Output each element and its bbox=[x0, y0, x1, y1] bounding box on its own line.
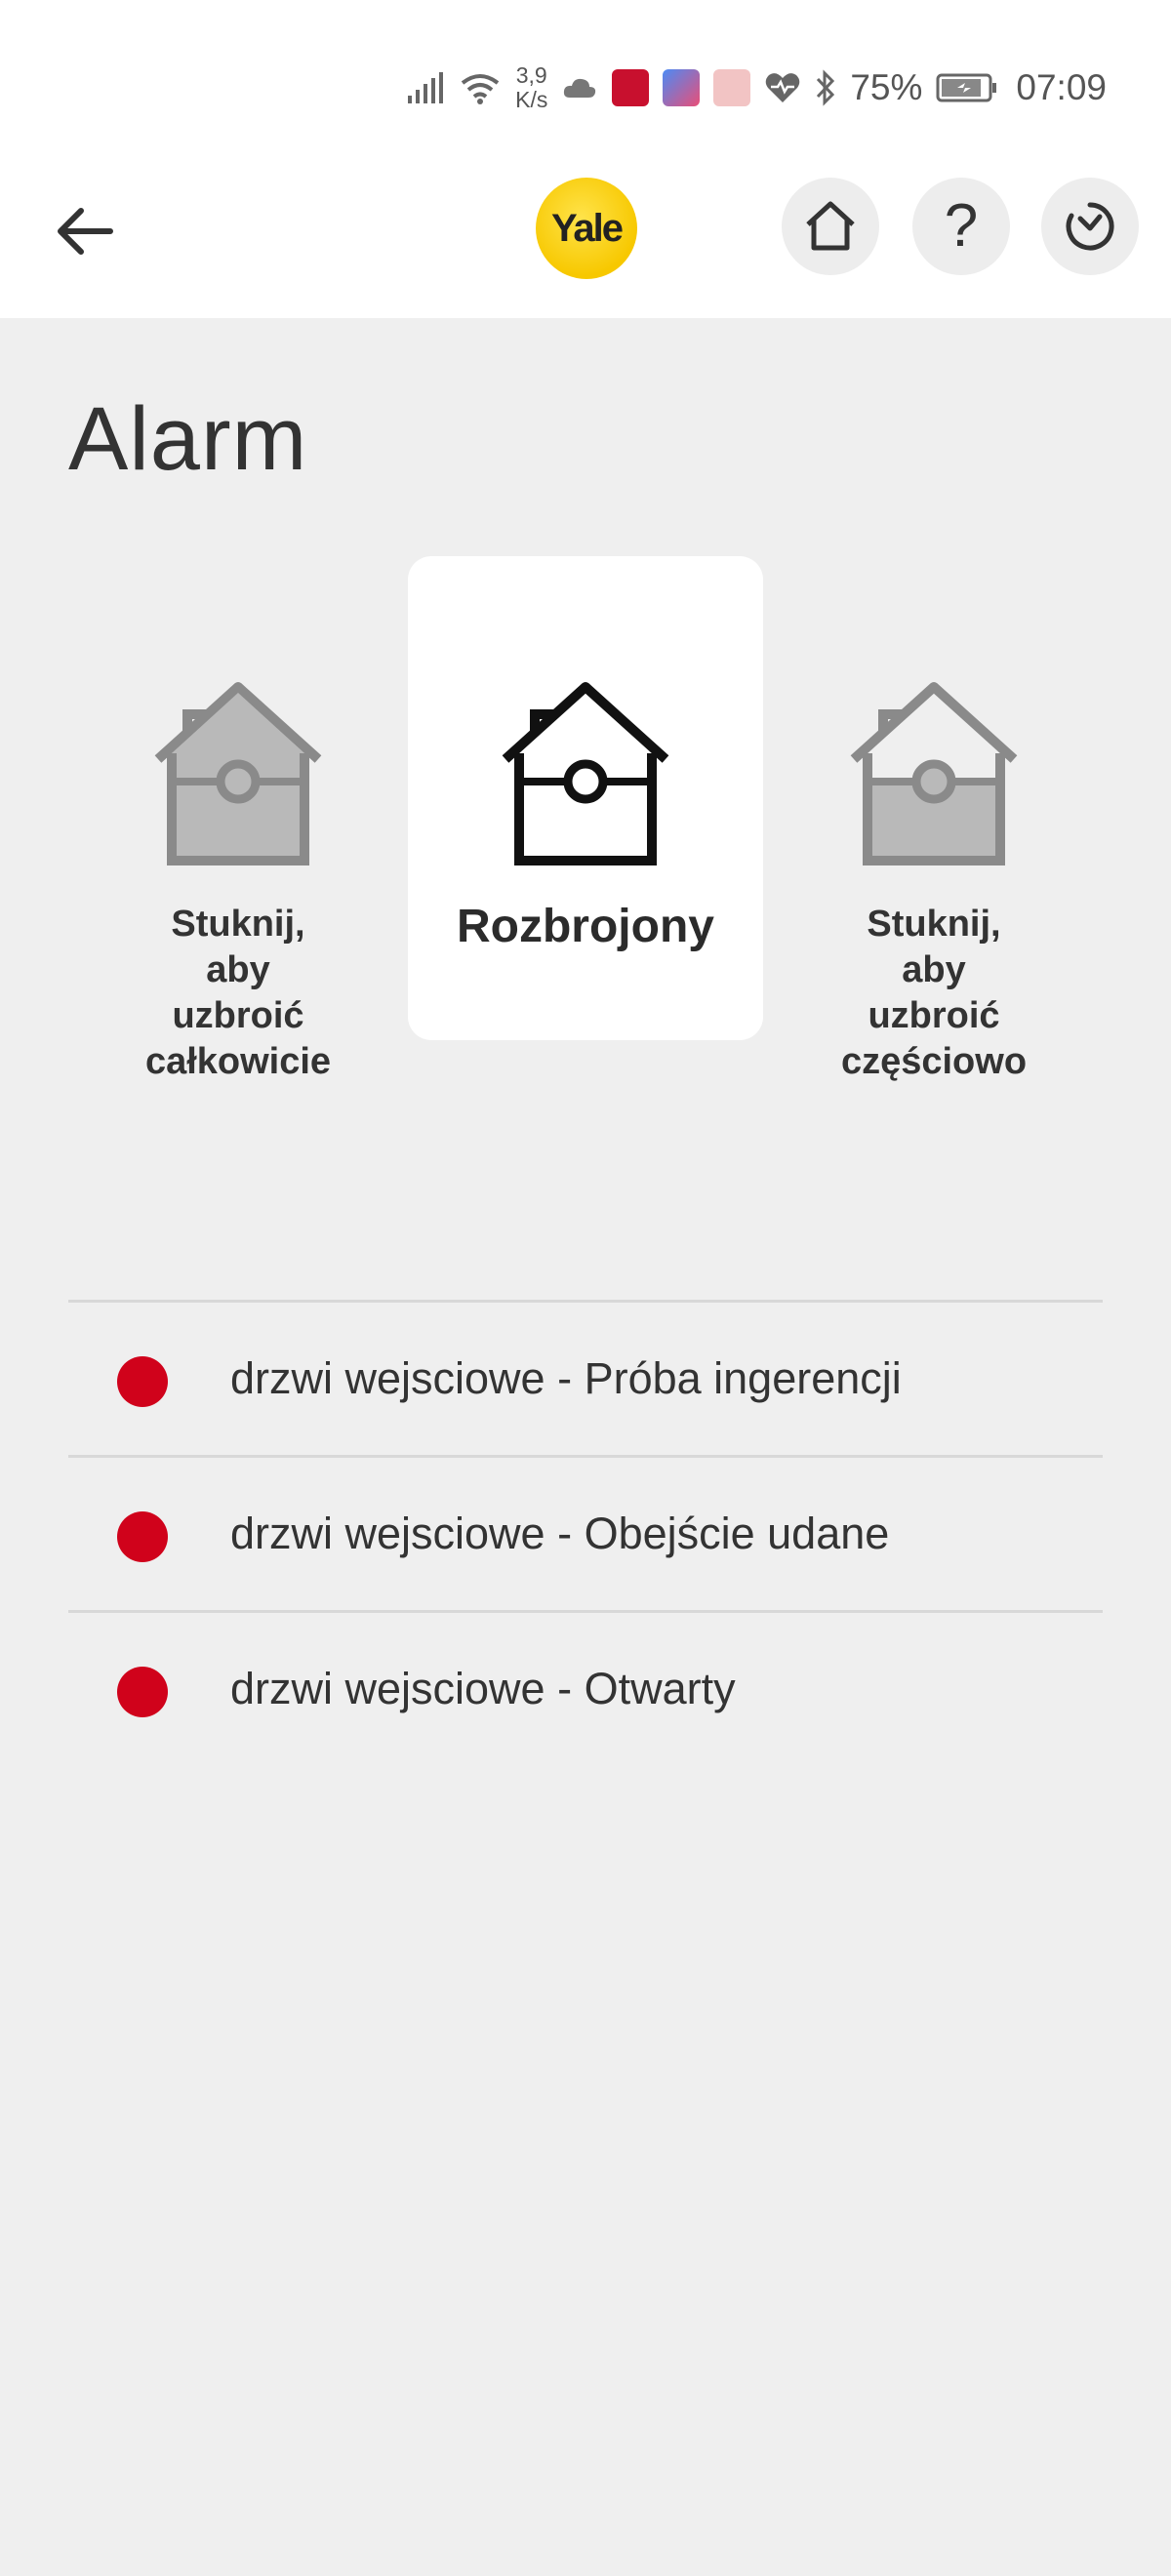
list-item[interactable] bbox=[68, 1300, 1103, 1455]
home-icon bbox=[803, 199, 858, 254]
timer-icon bbox=[1063, 199, 1117, 254]
network-speed bbox=[515, 63, 547, 112]
alert-status-icon bbox=[117, 1356, 168, 1407]
app-icon bbox=[612, 69, 649, 106]
status-bar bbox=[0, 0, 1171, 176]
maps-icon bbox=[663, 69, 700, 106]
arm-partially-button[interactable] bbox=[756, 556, 1111, 1082]
arm-fully-label: Stuknij, aby uzbroić całkowicie bbox=[144, 904, 332, 1082]
disarmed-label: Rozbrojony bbox=[457, 901, 714, 952]
yale-logo bbox=[536, 178, 637, 279]
top-app-bar bbox=[0, 176, 1171, 318]
house-armed-partial-icon bbox=[834, 667, 1033, 866]
list-item[interactable] bbox=[68, 1610, 1103, 1765]
network-speed-value: 3,9 bbox=[515, 62, 547, 88]
status-bar-right bbox=[406, 59, 1107, 117]
battery-percent: 75% bbox=[850, 67, 923, 107]
arm-fully-button[interactable] bbox=[61, 556, 416, 1082]
network-speed-unit: K/s bbox=[515, 87, 548, 112]
page-title: Alarm bbox=[68, 389, 308, 489]
house-disarmed-icon bbox=[486, 667, 685, 866]
wifi-icon bbox=[459, 71, 502, 104]
list-item[interactable] bbox=[68, 1455, 1103, 1610]
arm-partially-label: Stuknij, aby uzbroić częściowo bbox=[840, 904, 1028, 1082]
house-armed-full-icon bbox=[139, 667, 338, 866]
battery-icon bbox=[936, 72, 998, 103]
signal-icon bbox=[406, 70, 445, 105]
back-button[interactable] bbox=[51, 197, 119, 265]
event-list bbox=[68, 1300, 1103, 1765]
alert-status-icon bbox=[117, 1511, 168, 1562]
bluetooth-icon bbox=[815, 69, 836, 106]
clock: 07:09 bbox=[1016, 67, 1107, 107]
timer-button[interactable] bbox=[1041, 178, 1139, 275]
box-icon bbox=[713, 69, 750, 106]
event-text: drzwi wejsciowe - Otwarty bbox=[230, 1664, 736, 1713]
home-button[interactable] bbox=[782, 178, 879, 275]
help-icon: ? bbox=[944, 192, 979, 260]
logo-text: Yale bbox=[550, 206, 623, 250]
disarmed-button[interactable] bbox=[408, 556, 763, 1040]
cloud-icon bbox=[561, 74, 598, 101]
back-arrow-icon bbox=[56, 207, 114, 256]
event-text: drzwi wejsciowe - Próba ingerencji bbox=[230, 1353, 902, 1403]
help-button[interactable] bbox=[912, 178, 1010, 275]
event-text: drzwi wejsciowe - Obejście udane bbox=[230, 1509, 890, 1558]
heart-icon bbox=[764, 71, 801, 104]
alert-status-icon bbox=[117, 1667, 168, 1717]
